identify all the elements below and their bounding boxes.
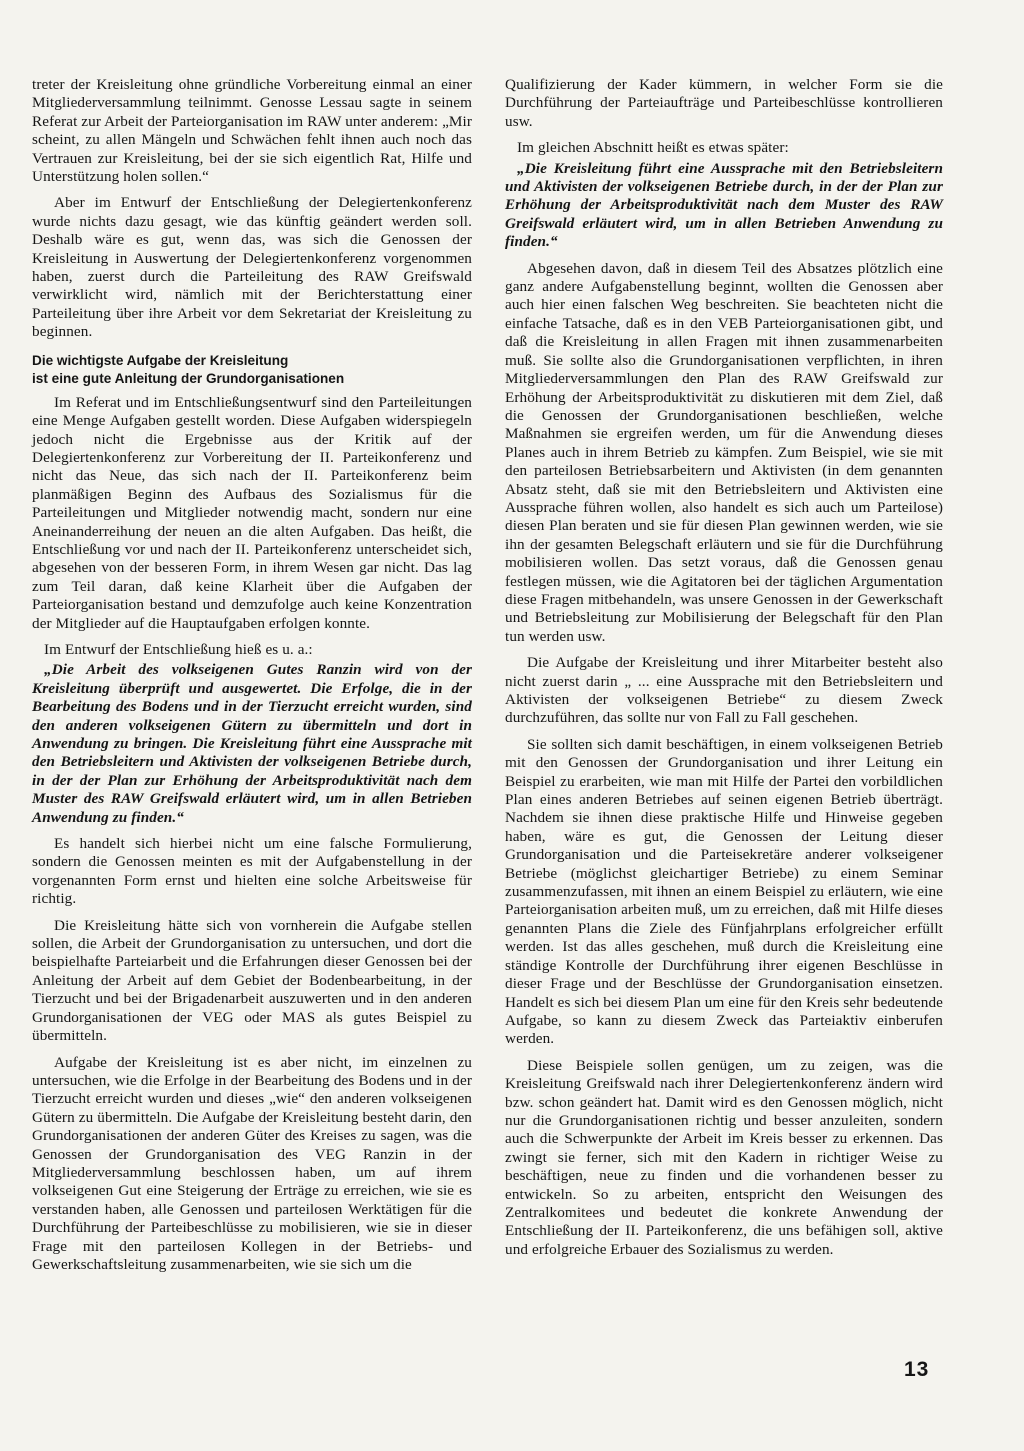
paragraph: Die Kreisleitung hätte sich von vornherein die Aufgabe stellen sollen, die Arbeit der Grundorganisation zu untersuchen, und dort die beispielhafte Parteiarbeit und die Erfahrungen dieser Genossen bei der Anleitung der Arbeit auf dem Gebiet der Bodenbearbeitung, in der Tierzucht und bei der Brigadenarbeit auszuwerten und in den anderen Grundorganisationen der VEG oder MAS als gutes Beispiel zu übermitteln. <box>32 916 472 1045</box>
paragraph: Abgesehen davon, daß in diesem Teil des Absatzes plötzlich eine ganz andere Aufgabenstellung beginnt, wollten die Genossen aber auch hier einen falschen Weg beschreiten. Sie beachteten nicht die einfache Tatsache, daß es in den VEB Parteiorganisationen gibt, und daß die Kreisleitung in allen Fragen mit ihnen zusammenarbeiten muß. Sie sollte also die Grundorganisationen verpflichten, in ihren Mitgliederversammlungen den Plan des RAW Greifswald zur Erhöhung der Arbeitsproduktivität zu diskutieren mit dem Ziel, daß die Genossen der Grundorganisationen beschließen, welche Maßnahmen sie ergreifen werden, um für die Anwendung dieses Planes auch in ihrem Betrieb zu kämpfen. Zum Beispiel, wie sie mit den parteilosen Betriebsarbeitern und Aktivisten (in dem genannten Absatz steht, daß sie mit den Betriebsleitern und Aktivisten eine Aussprache führen wollen, also handelt es sich auch um Parteilose) diesen Plan beraten und sie für diesen Plan gewinnen werden, wie sie ihn der gesamten Belegschaft erläutern und sie für die Durchführung mobilisieren wollen. Das setzt voraus, daß die Genossen genau festlegen müssen, wie die Agitatoren bei der täglichen Argumentation diese Fragen mitbehandeln, was unsere Genossen in der Gewerkschaft und Betriebsleitung zur Mobilisierung der Belegschaft für den Plan tun werden usw. <box>505 259 943 645</box>
left-column <box>32 76 472 1282</box>
section-heading <box>32 352 472 388</box>
right-column <box>505 76 943 1267</box>
block-quote: „Die Arbeit des volkseigenen Gutes Ranzin wird von der Kreisleitung überprüft und ausgewertet. Die Erfolge, die in der Bearbeitung des Bodens und in der Tierzucht erreicht wurden, sind den anderen volkseigenen Gütern zu übermitteln und dort in Anwendung zu bringen. Die Kreisleitung führt eine Aussprache mit den Betriebsleitern und Aktivisten der volkseigenen Betriebe durch, in der der Plan zur Erhöhung der Arbeitsproduktivität nach dem Muster des RAW Greifswald erläutert wird, um in allen Betrieben Anwendung zu finden.“ <box>32 661 472 826</box>
paragraph: Die Aufgabe der Kreisleitung und ihrer Mitarbeiter besteht also nicht zuerst darin „ ... eine Aussprache mit den Betriebsleitern und Aktivisten der volkseigenen Betriebe“ zu diesem Zweck durchzuführen, das sollte nur von Fall zu Fall geschehen. <box>505 654 943 727</box>
paragraph: Im Referat und im Entschließungsentwurf sind den Parteileitungen eine Menge Aufgaben gestellt worden. Diese Aufgaben widerspiegeln jedoch nicht die Ergebnisse aus der Kritik auf der Delegiertenkonferenz zur Vorbereitung der II. Parteikonferenz und nicht das Neue, das sich nach der II. Parteikonferenz beim planmäßigen Beginn des Aufbaus des Sozialismus für die Parteileitungen und Mitglieder notwendig macht, sondern nur eine Aneinanderreihung der neuen an die alten Aufgaben. Das heißt, die Entschließung vor und nach der II. Parteikonferenz unterscheidet sich, abgesehen von der besseren Form, in ihrem Wesen gar nicht. Das lag zum Teil daran, daß keine Klarheit über die Aufgaben der Parteiorganisation bestand und demzufolge auch keine Konzentration der Mitglieder auf die Hauptaufgaben erfolgen konnte. <box>32 393 472 632</box>
section-heading-line: ist eine gute Anleitung der Grundorganisationen <box>32 370 345 386</box>
paragraph: Diese Beispiele sollen genügen, um zu zeigen, was die Kreisleitung Greifswald nach ihrer Delegiertenkonferenz ändern wird bzw. schon geändert hat. Damit wird es den Genossen möglich, nicht nur die Grundorganisationen richtig und besser anzuleiten, sondern auch die Schwerpunkte der Arbeit im Kreis besser zu erkennen. Das zwingt sie ferner, sich mit den Kadern in richtiger Weise zu beschäftigen, neue zu finden und die vorhandenen besser zu entwickeln. So zu arbeiten, entspricht den Weisungen des Zentralkomitees und bedeutet die konkrete Anwendung der Entschließung der II. Parteikonferenz, die uns befähigen soll, aktive und erfolgreiche Erbauer des Sozialismus zu werden. <box>505 1056 943 1258</box>
paragraph: Qualifizierung der Kader kümmern, in welcher Form sie die Durchführung der Parteiaufträge und Parteibeschlüsse kontrollieren usw. <box>505 76 943 130</box>
paragraph: Im gleichen Abschnitt heißt es etwas später: <box>517 139 789 157</box>
paragraph: Aber im Entwurf der Entschließung der Delegiertenkonferenz wurde nichts dazu gesagt, wie das künftig geändert werden soll. Deshalb wäre es gut, wenn das, was sich die Genossen der Kreisleitung in Auswertung der Delegiertenkonferenz vorgenommen haben, zuerst durch die Parteileitung des RAW Greifswald verwirklicht wird, nämlich mit der Berichterstattung einer Parteileitung über ihre Arbeit vor dem Sekretariat der Kreisleitung zu beginnen. <box>32 194 472 341</box>
paragraph: Es handelt sich hierbei nicht um eine falsche Formulierung, sondern die Genossen meinten es mit der Aufgabenstellung in der vorgenannten Form ernst und hielten eine solche Arbeitsweise für richtig. <box>32 835 472 908</box>
paragraph: Im Entwurf der Entschließung hieß es u. a.: <box>44 640 313 658</box>
paragraph: treter der Kreisleitung ohne gründliche Vorbereitung einmal an einer Mitgliederversammlung teilnimmt. Genosse Lessau sagte in seinem Referat zur Arbeit der Parteiorganisation im RAW unter anderem: „Mir scheint, zu allen Mängeln und Schwächen fehlt ihnen auch noch das Vertrauen zur Kreisleitung, bei der sie sich eigentlich Rat, Hilfe und Unterstützung holen sollen.“ <box>32 76 472 186</box>
paragraph: Sie sollten sich damit beschäftigen, in einem volkseigenen Betrieb mit den Genossen der Grundorganisation und ihrer Leitung ein Beispiel zu erarbeiten, wie man mit Hilfe der Partei den vorbildlichen Plan eines anderen Betriebes auf seinen eigenen Betrieb überträgt. Nachdem sie ihnen diese praktische Hilfe und Hinweise gegeben haben, wäre es gut, die Genossen der Leitung dieser Grundorganisation und die Parteisekretäre anderer volkseigener Betriebe (möglichst gleichartiger Betriebe) zu einem Seminar zusammenzufassen, mit ihnen an einem Beispiel zu erläutern, wie eine Parteiorganisation arbeiten muß, um zu erreichen, daß mit Hilfe dieses genannten Plans die Ziele des Fünfjahrplans erfolgreicher erfüllt werden. Ist das alles geschehen, muß durch die Kreisleitung eine ständige Kontrolle der Durchführung ihrer eigenen Beschlüsse in dieser Frage und der Beschlüsse der Grundorganisation einsetzen. Handelt es sich bei diesem Plan um eine für den Kreis sehr bedeutende Aufgabe, so kann zu diesem Zweck das Parteiaktiv einberufen werden. <box>505 735 943 1048</box>
page-number: 13 <box>904 1358 930 1381</box>
section-heading-line: Die wichtigste Aufgabe der Kreisleitung <box>32 352 289 368</box>
block-quote: „Die Kreisleitung führt eine Aussprache mit den Betriebsleitern und Aktivisten der volkseigenen Betriebe durch, in der der Plan zur Erhöhung der Arbeitsproduktivität nach dem Muster des RAW Greifswald erläutert wird, um in allen Betrieben Anwendung zu finden.“ <box>505 159 943 251</box>
paragraph: Aufgabe der Kreisleitung ist es aber nicht, im einzelnen zu untersuchen, wie die Erfolge in der Bearbeitung des Bodens und in der Tierzucht erreicht wurden und dieses „wie“ den anderen volkseigenen Gütern zu übermitteln. Die Aufgabe der Kreisleitung besteht darin, den Grundorganisationen der anderen Güter des Kreises zu sagen, was die Genossen der Grundorganisation des VEG Ranzin in der Mitgliederversammlung beschlossen haben, um auf ihrem volkseigenen Gut eine Steigerung der Erträge zu erreichen, wie sie es verstanden haben, alle Genossen und parteilosen Werktätigen für die Durchführung der Parteibeschlüsse zu mobilisieren, wie sie in dieser Frage mit den parteilosen Kollegen in der Betriebs- und Gewerkschaftsleitung zusammenarbeiten, wie sie sich um die <box>32 1053 472 1273</box>
